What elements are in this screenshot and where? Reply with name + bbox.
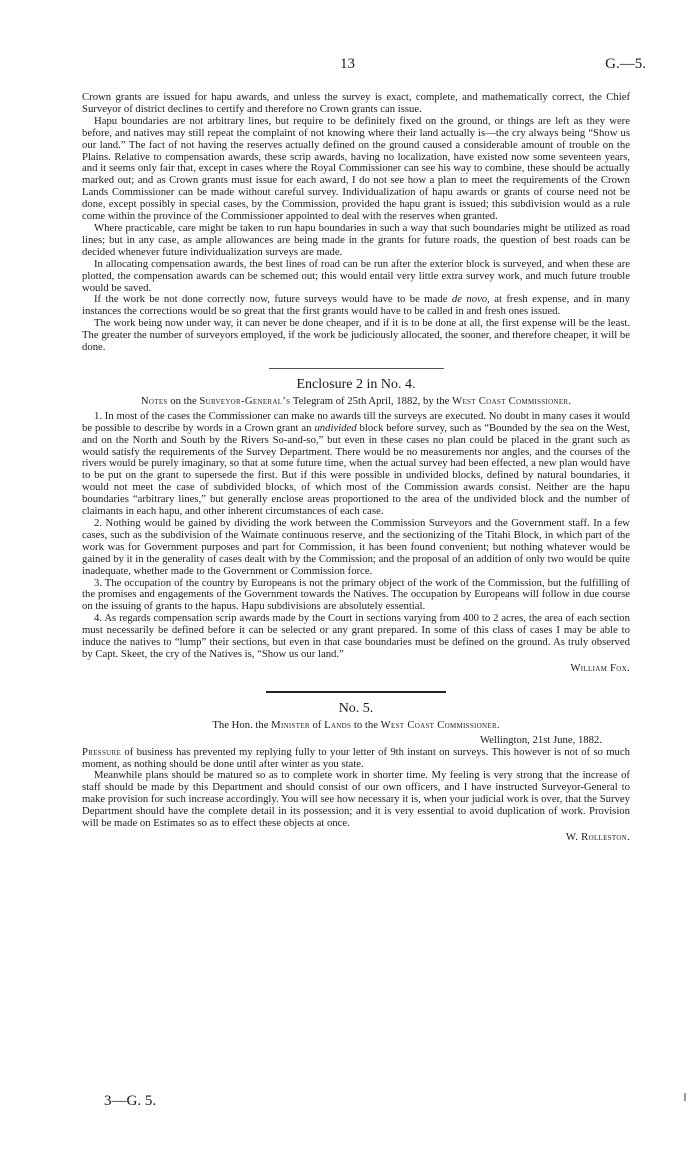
text-run: block before survey, such as “Bounded by the sea on the West, and on the North and South by the Rivers So-and-so,” but even in these cases no plan could be placed in the grant such as would satisfy the requirements of the Survey Department. There would be no measurements nor angles, and the courses of the rivers would be purely imaginary, so that at some future time, when the actual survey had been effected, a new plan would have to be put on the grant to supersede the first. But if this were possible in undivided blocks, defined by natural boundaries, it would not meet the case of subdivided blocks, of which most of the Commission awards consist. Neither are the hapu boundaries “arbitrary lines,” but generally enclose areas proportioned to the area of the undivided block and the number of claimants in each hapu, and other inherent circumstances of each case. — [82, 421, 630, 518]
text-run: West Coast Commissioner — [380, 718, 497, 731]
document-reference: G.—5. — [605, 56, 646, 72]
enclosure-subtitle — [92, 395, 620, 407]
text-run: . — [568, 394, 572, 407]
dateline: Wellington, 21st June, 1882. — [479, 733, 602, 746]
text-run: of — [309, 718, 325, 731]
paragraph: Crown grants are issued for hapu awards, and unless the survey is exact, complete, and mathematically correct, the Chief Surveyor of district declines to certify and therefore no Crown grants can issue. — [82, 91, 630, 115]
text-run: If the work be not done correctly now, future surveys would have to be made — [94, 293, 452, 306]
text-run: Telegram of 25th April, 1882, by the — [290, 394, 453, 407]
section-divider-thick — [266, 691, 446, 693]
page-number: 13 — [340, 56, 355, 72]
signature-rolleston: W. Rolleston. — [565, 830, 630, 843]
no5-section — [82, 700, 630, 844]
text-run: Minister — [271, 718, 310, 731]
paragraph: Where practicable, care might be taken to run hapu boundaries in such a way that such boundaries might be utilized as road lines; but in any case, as ample allowances are being made in the grants for future roads, the question of best roads can be decided whenever future individualization surveys are made. — [82, 221, 630, 258]
intro-section — [82, 92, 630, 354]
paragraph: In allocating compensation awards, the best lines of road can be run after the exterior block is surveyed, and when these are plotted, the compensation awards can be schemed out; this would entail very little extra survey work, and much future trouble would be saved. — [82, 257, 630, 294]
enclosure-heading: Enclosure 2 in No. 4. — [296, 376, 416, 392]
paragraph: The work being now under way, it can never be done cheaper, and if it is to be done at all, the first expense will be the least. The greater the number of surveyors employed, if the work be judiciously allocated, the sooner, and therefore cheaper, it will be done. — [82, 317, 630, 354]
italic-term: undivided — [314, 421, 357, 434]
enclosure-paragraph-2: 2. Nothing would be gained by dividing the work between the Commission Surveyors and the Government staff. In a few cases, such as the subdivision of the Waimate continuous reserve, and the sectionizing of the Titahi Block, in which part of the work was for Government purposes and part for Commission, it has been found convenient; but nothing whatever would be gained by it in the generality of cases dealt with by the Commission; and the proposal of an addition of only two would be quite inadequate, whether made to the Government or Commission force. — [82, 517, 630, 577]
no5-paragraph-1 — [82, 747, 630, 771]
no5-subtitle — [92, 719, 620, 731]
text-run: 1. In most of the cases the Commissioner can make no awards till the surveys are executed. No doubt in many cases it would be possible to describe by words in a Crown grant an — [82, 409, 630, 434]
text-run: to the — [351, 718, 381, 731]
page-header — [0, 56, 700, 76]
no5-heading: No. 5. — [338, 700, 374, 716]
signature-fox: William Fox. — [570, 661, 630, 674]
text-run: , at fresh expense, and in many instances the corrections would be so great that the first grants would have to be called in and fresh ones issued. — [82, 293, 630, 318]
text-run: Pressure — [82, 745, 122, 758]
text-run: on the — [167, 394, 200, 407]
margin-mark — [684, 1093, 686, 1101]
enclosure-paragraph-3: 3. The occupation of the country by Europeans is not the primary object of the work of the Commission, but the fulfilling of the promises and engagements of the Government towards the Natives. The occupation by Europeans will follow in due course on the issuing of grants to the hapus. Hapu subdivisions are absolutely essential. — [82, 576, 630, 613]
enclosure-paragraph-1 — [82, 411, 630, 518]
page-body — [82, 92, 630, 844]
text-run: . — [496, 718, 500, 731]
text-run: The Hon. the — [212, 718, 272, 731]
text-run: West Coast Commissioner — [452, 394, 569, 407]
enclosure-paragraph-4: 4. As regards compensation scrip awards made by the Court in sections varying from 400 to 2 acres, the area of each section must necessarily be defined before it can be selected or any grant prepared. In some of this class of cases I may be able to induce the natives to “lump” their sections, but even in that case boundaries must be defined on the ground. As truly observed by Capt. Skeet, the cry of the Natives is, “Show us our land.” — [82, 612, 630, 660]
text-run: Notes — [140, 394, 168, 407]
text-run: Lands — [324, 718, 352, 731]
text-run: Surveyor-General’s — [199, 394, 291, 407]
footer-reference: 3—G. 5. — [104, 1093, 157, 1109]
paragraph: Hapu boundaries are not arbitrary lines, but require to be definitely fixed on the ground, or things are left as they were before, and natives may still repeat the complaint of not knowing where their land actually is—the cry always being “Show us our land.” The fact of not having the reserves actually defined on the ground caused a considerable amount of trouble on the Plains. Relative to compensation awards, these scrip awards, having no localization, have existed now some seventeen years, and it seems only fair that, except in cases where the Royal Commissioner can see his way to combine, these should be actually marked out; and as Crown grants must issue for each award, I do not see how a plan to meet the requirements of the Crown Lands Commissioner can be made without careful survey. Individualization of hapu awards or grants of course need not be done, except possibly in special cases, by the Commission, provided the hapu grant is issued; this subdivision would as a rule come within the province of the Commissioner appointed to deal with the reserves when granted. — [82, 114, 630, 223]
section-divider — [269, 368, 444, 369]
paragraph-de-novo — [82, 294, 630, 318]
enclosure-section — [82, 376, 630, 675]
no5-paragraph-2: Meanwhile plans should be matured so as to complete work in shorter time. My feeling is very strong that the increase of staff should be made by this Department and should consist of our own officers, and I have instructed Surveyor-General to make provision for such increase accordingly. You will see how necessary it is, when your judicial work is over, that the Survey Department should have the complete detail in its possession; and it is very essential to avoid duplication of work. Provision will be made on Estimates so as to effect these objects at once. — [82, 769, 630, 830]
text-run: of business has prevented my replying fully to your letter of 9th instant on surveys. This however is not of so much moment, as nothing should be done until after winter as you state. — [82, 745, 630, 770]
italic-term: de novo — [451, 293, 488, 306]
